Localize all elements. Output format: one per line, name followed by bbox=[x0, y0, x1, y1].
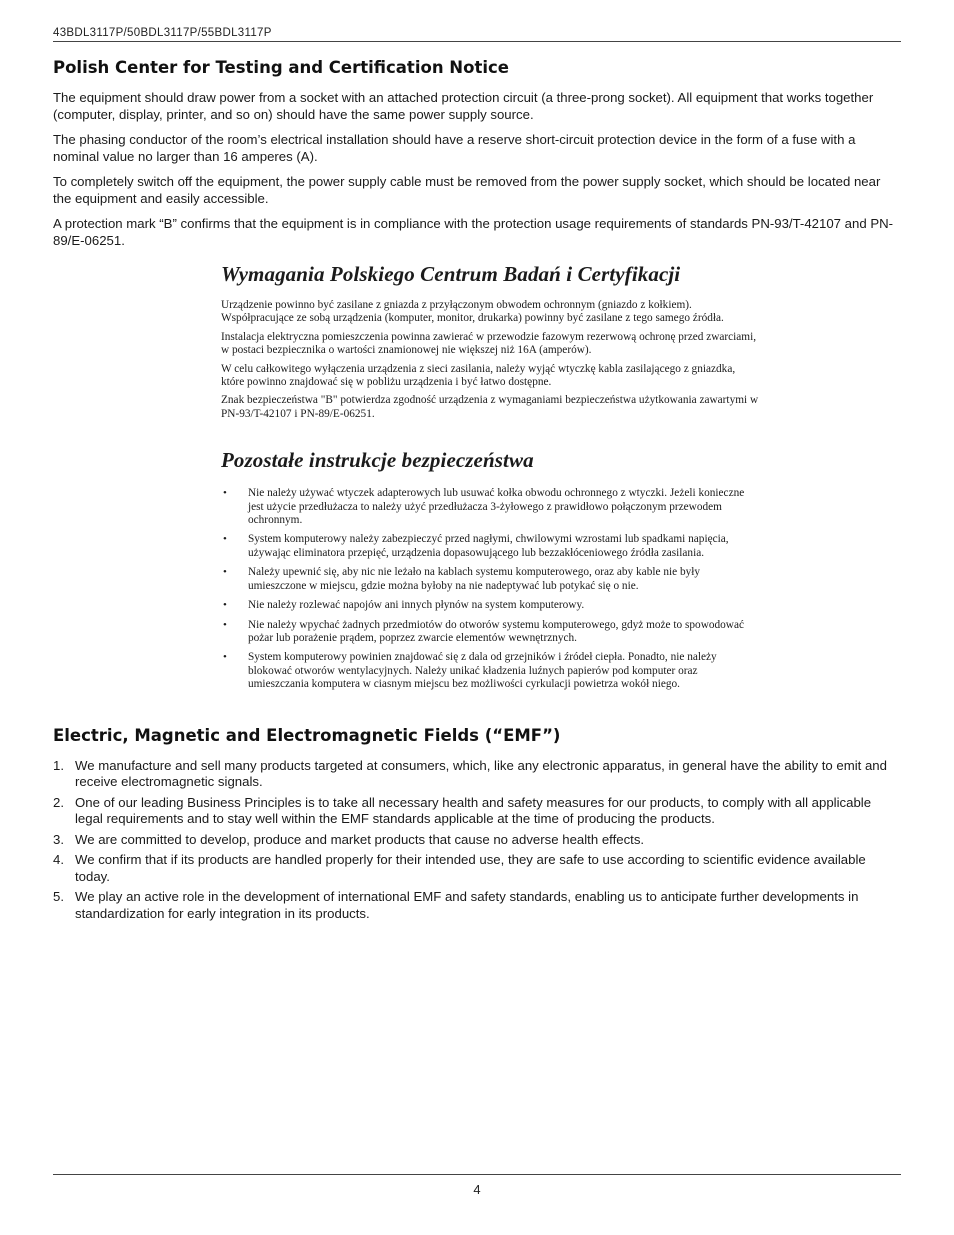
list-item bbox=[53, 852, 901, 885]
bullet-text: System komputerowy należy zabezpieczyć przed nagłymi, chwilowymi wzrostami lub spadkami napięcia, używając eliminatora przepięć, urządzenia dopasowującego lub bezzakłóceniowego źródła zasilania. bbox=[248, 533, 729, 559]
list-item bbox=[53, 889, 901, 922]
bullet-icon: • bbox=[223, 651, 227, 664]
emf-list bbox=[53, 758, 901, 923]
bullet-text: Należy upewnić się, aby nic nie leżało na kablach systemu komputerowego, oraz aby kable nie były umieszczone w miejscu, gdzie można byłoby na nie nadeptywać lub potykać się o nie. bbox=[248, 566, 701, 592]
bullet-text: Nie należy rozlewać napojów ani innych płynów na system komputerowy. bbox=[248, 599, 585, 612]
item-number: 3. bbox=[53, 831, 64, 847]
notice-paragraph: A protection mark “B” confirms that the equipment is in compliance with the protection usage requirements of standards PN-93/T-42107 and PN-89/E-06251. bbox=[53, 216, 894, 248]
polish-notice-title: Wymagania Polskiego Centrum Badań i Certyfikacji bbox=[221, 262, 681, 286]
bullet-text: System komputerowy powinien znajdować się z dala od grzejników i źródeł ciepła. Ponadto, nie należy blokować otworów wentylacyjnych. Należy unikać kładzenia luźnych papierów pod komputer oraz umieszczania komputera w ciasnym miejscu bez możliwości cyrkulacji powietrza wokół niego. bbox=[248, 651, 717, 691]
bullet-icon: • bbox=[223, 566, 227, 579]
notice-paragraph: The phasing conductor of the room’s electrical installation should have a reserve short-circuit protection device in the form of a fuse with a nominal value no larger than 16 amperes (A). bbox=[53, 132, 856, 164]
polish-paragraph: Instalacja elektryczna pomieszczenia powinna zawierać w przewodzie fazowym rezerwową ochronę przed zwarciami, w postaci bezpiecznika o wartości znamionowej nie większej niż 16A (amperów). bbox=[221, 330, 757, 357]
item-number: 2. bbox=[53, 794, 64, 810]
list-item bbox=[221, 487, 761, 527]
header-model-numbers: 43BDL3117P/50BDL3117P/55BDL3117P bbox=[53, 27, 272, 39]
page-number: 4 bbox=[473, 1182, 481, 1197]
notice-paragraph: The equipment should draw power from a socket with an attached protection circuit (a three-prong socket). All equipment that works together (computer, display, printer, and so on) should have the same power supply source. bbox=[53, 90, 874, 122]
page-content bbox=[53, 58, 901, 926]
list-item bbox=[221, 533, 761, 560]
header-divider bbox=[53, 41, 901, 42]
polish-paragraph: W celu całkowitego wyłączenia urządzenia z sieci zasilania, należy wyjąć wtyczkę kabla zasilającego z gniazdka, które powinno znajdować się w pobliżu urządzenia i być łatwo dostępne. bbox=[221, 362, 736, 389]
item-text: We play an active role in the development of international EMF and safety standards, enabling us to anticipate further developments in standardization for early integration in its products. bbox=[75, 889, 859, 921]
list-item bbox=[53, 832, 901, 849]
footer-divider bbox=[53, 1174, 901, 1175]
polish-safety-subtitle: Pozostałe instrukcje bezpieczeństwa bbox=[221, 448, 534, 473]
section-title-polish-notice: Polish Center for Testing and Certification Notice bbox=[53, 58, 509, 77]
section-title-emf: Electric, Magnetic and Electromagnetic Fields (“EMF”) bbox=[53, 725, 561, 745]
bullet-text: Nie należy wpychać żadnych przedmiotów do otworów systemu komputerowego, gdyż może to spowodować pożar lub porażenie prądem, poprzez zwarcie elementów wewnętrznych. bbox=[248, 618, 744, 644]
polish-paragraph: Urządzenie powinno być zasilane z gniazda z przyłączonym obwodem ochronnym (gniazdo z kołkiem). Współpracujące ze sobą urządzenia (komputer, monitor, drukarka) powinny być zasilane z tego samego źródła. bbox=[221, 299, 724, 325]
item-text: One of our leading Business Principles is to take all necessary health and safety measures for our products, to comply with all applicable legal requirements and to stay well within the EMF standards applicable at the time of producing the products. bbox=[75, 794, 872, 827]
list-item bbox=[221, 619, 761, 646]
polish-scanned-notice bbox=[221, 262, 761, 692]
item-text: We confirm that if its products are handled properly for their intended use, they are safe to use according to scientific evidence available today. bbox=[75, 852, 866, 884]
item-number: 4. bbox=[53, 852, 64, 868]
list-item bbox=[53, 795, 901, 828]
item-number: 5. bbox=[53, 889, 64, 905]
notice-paragraph: To completely switch off the equipment, the power supply cable must be removed from the power supply socket, which should be located near the equipment and easily accessible. bbox=[53, 174, 881, 206]
list-item bbox=[221, 599, 761, 612]
bullet-icon: • bbox=[223, 487, 227, 500]
bullet-icon: • bbox=[223, 533, 227, 546]
polish-paragraph: Znak bezpieczeństwa "B" potwierdza zgodność urządzenia z wymaganiami bezpieczeństwa użytkowania zawartymi w PN-93/T-42107 i PN-89/E-06251. bbox=[221, 394, 759, 420]
item-number: 1. bbox=[53, 757, 64, 773]
polish-safety-list bbox=[221, 487, 761, 691]
bullet-icon: • bbox=[223, 618, 227, 631]
item-text: We are committed to develop, produce and market products that cause no adverse health effects. bbox=[75, 831, 645, 847]
list-item bbox=[221, 651, 761, 691]
item-text: We manufacture and sell many products targeted at consumers, which, like any electronic apparatus, in general have the ability to emit and receive electromagnetic signals. bbox=[75, 757, 887, 790]
bullet-text: Nie należy używać wtyczek adapterowych lub usuwać kołka obwodu ochronnego z wtyczki. Jeżeli konieczne jest użycie przedłużacza to należy użyć przedłużacza 3-żyłowego z prawidłowo połączonym przewodem ochronnym. bbox=[248, 487, 745, 527]
list-item bbox=[53, 758, 901, 791]
bullet-icon: • bbox=[223, 599, 227, 612]
list-item bbox=[221, 566, 761, 593]
